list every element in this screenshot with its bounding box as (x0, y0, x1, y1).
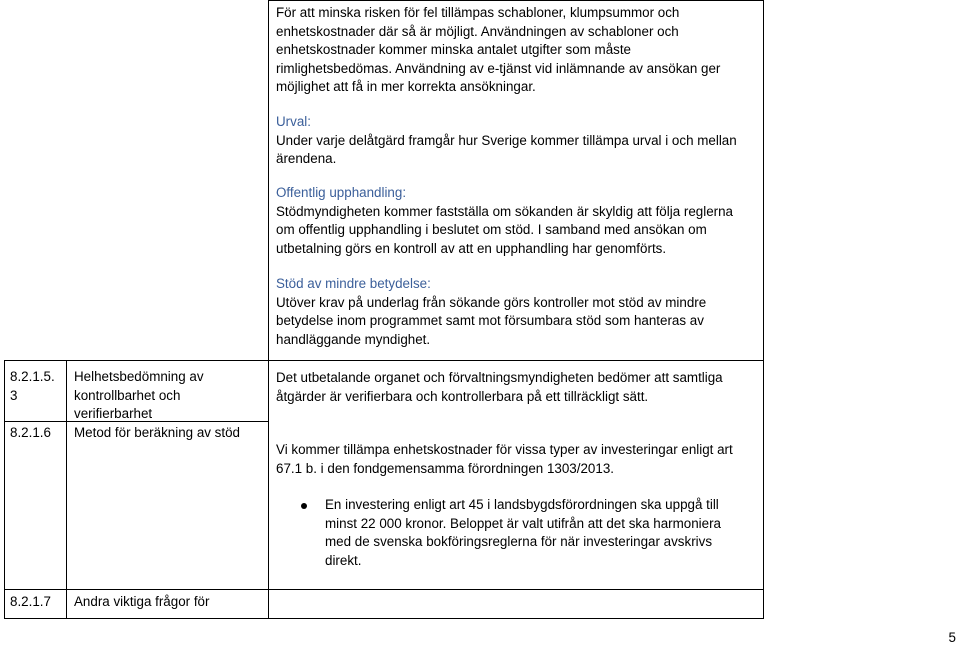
text-line: betydelse inom programmet samt mot försumbara stöd som hanteras av (276, 313, 704, 329)
verifierbarhet-paragraph (276, 369, 723, 406)
text-line: verifierbarhet (74, 406, 153, 422)
text-line: Andra viktiga frågor för (74, 594, 210, 609)
text-line: enhetskostnader där så är möjligt. Användningen av schabloner och (276, 23, 679, 39)
text-line: Det utbetalande organet och förvaltningsmyndigheten bedömer att samtliga (276, 370, 723, 385)
section-number (10, 593, 51, 612)
upphandling-section (276, 184, 733, 258)
text-line: Under varje delåtgärd framgår hur Sverige kommer tillämpa urval i och mellan (276, 132, 737, 148)
urval-heading: Urval: (276, 114, 311, 129)
text-line: Helhetsbedömning av (74, 369, 204, 384)
column-divider (268, 0, 269, 360)
text-line: om offentlig upphandling i beslutet om stöd. I samband med ansökan om (276, 222, 707, 238)
text-line: 67.1 b. i den fondgemensamma förordningen 1303/2013. (276, 460, 614, 476)
text-line: ärendena. (276, 151, 337, 167)
section-title (74, 368, 204, 424)
bullet-icon (301, 503, 307, 509)
text-line: direkt. (325, 552, 362, 568)
row-divider (4, 360, 764, 361)
text-line: 8.2.1.7 (10, 594, 51, 609)
urval-section (276, 113, 737, 169)
number-column-divider (66, 360, 67, 619)
text-line: 8.2.1.6 (10, 425, 51, 440)
table-border-left (4, 360, 5, 619)
text-line: minst 22 000 kronor. Beloppet är valt utifrån att det ska harmoniera (325, 515, 721, 531)
row-divider (4, 589, 764, 590)
text-line: enhetskostnader kommer minska antalet utgifter som måste (276, 42, 632, 58)
text-line: handläggande myndighet. (276, 331, 431, 347)
intro-paragraph (276, 4, 720, 97)
table-border-bottom (4, 618, 764, 619)
text-line: åtgärder är verifierbara och kontrollerbara på ett tillräckligt sätt. (276, 388, 649, 404)
text-line: Utöver krav på underlag från sökande görs kontroller mot stöd av mindre (276, 294, 707, 310)
upphandling-heading: Offentlig upphandling: (276, 185, 407, 200)
mindre-betydelse-heading: Stöd av mindre betydelse: (276, 276, 431, 291)
title-column-divider (268, 360, 269, 619)
metod-paragraph (276, 441, 733, 478)
text-line: En investering enligt art 45 i landsbygdsförordningen ska uppgå till (325, 497, 719, 512)
text-line: utbetalning görs en kontroll av att en upphandling har genomförts. (276, 240, 667, 256)
section-title (74, 424, 240, 443)
page-number: 5 (948, 630, 956, 645)
text-line: möjlighet att få in mer korrekta ansökningar. (276, 79, 536, 95)
table-border-right (763, 0, 764, 619)
table-border-top (268, 0, 764, 1)
text-line: Vi kommer tillämpa enhetskostnader för vissa typer av investeringar enligt art (276, 442, 733, 457)
text-line: rimlighetsbedömas. Användning av e-tjänst vid inlämnande av ansökan ger (276, 60, 721, 76)
text-line: Metod för beräkning av stöd (74, 425, 240, 440)
mindre-betydelse-section (276, 275, 706, 349)
text-line: För att minska risken för fel tillämpas schabloner, klumpsummor och (276, 5, 680, 20)
section-number (10, 424, 51, 443)
section-number (10, 368, 55, 405)
text-line: Stödmyndigheten kommer fastställa om sökanden är skyldig att följa reglerna (276, 203, 734, 219)
section-title (74, 593, 209, 612)
text-line: 3 (10, 387, 18, 403)
bullet-item (325, 496, 721, 570)
text-line: kontrollbarhet och (74, 387, 181, 403)
text-line: 8.2.1.5. (10, 369, 55, 384)
text-line: med de svenska bokföringsreglerna för när investeringar avskrivs (325, 534, 713, 550)
